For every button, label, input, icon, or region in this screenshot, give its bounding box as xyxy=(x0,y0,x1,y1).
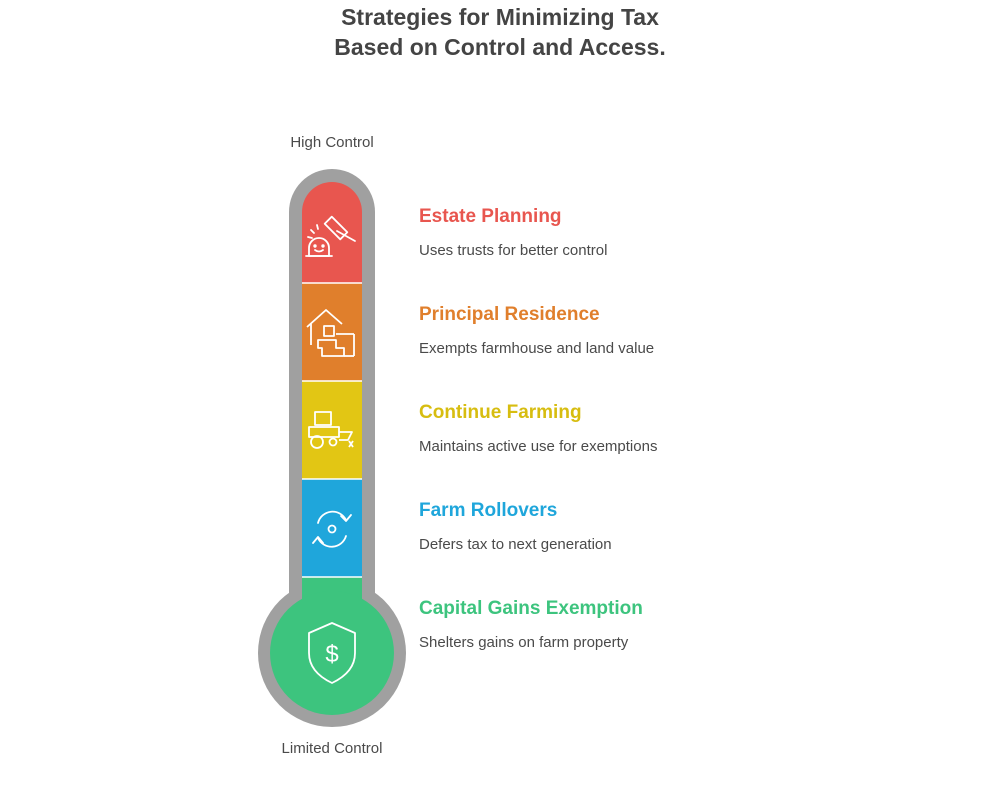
segment-farm-rollovers xyxy=(302,479,362,577)
strategy-title: Continue Farming xyxy=(419,402,582,423)
title-line-2: Based on Control and Access. xyxy=(334,34,666,60)
strategy-description: Uses trusts for better control xyxy=(419,242,608,259)
strategy-title: Estate Planning xyxy=(419,206,562,227)
high-control-label: High Control xyxy=(290,134,374,151)
strategy-title: Farm Rollovers xyxy=(419,500,558,521)
strategy-item xyxy=(419,401,939,457)
strategy-description: Shelters gains on farm property xyxy=(419,634,629,651)
segment-continue-farming xyxy=(302,381,362,479)
segment-estate-planning xyxy=(302,182,362,283)
strategy-description: Defers tax to next generation xyxy=(419,536,612,553)
title-line-1: Strategies for Minimizing Tax xyxy=(341,4,659,30)
strategy-item xyxy=(419,597,939,653)
svg-text:$: $ xyxy=(325,641,339,668)
limited-control-label: Limited Control xyxy=(281,740,383,757)
strategy-item xyxy=(419,303,939,359)
strategy-title: Principal Residence xyxy=(419,304,600,325)
strategy-description: Maintains active use for exemptions xyxy=(419,438,658,455)
strategy-title: Capital Gains Exemption xyxy=(419,598,643,619)
strategy-item xyxy=(419,205,939,261)
strategy-description: Exempts farmhouse and land value xyxy=(419,340,655,357)
strategy-item xyxy=(419,499,939,555)
